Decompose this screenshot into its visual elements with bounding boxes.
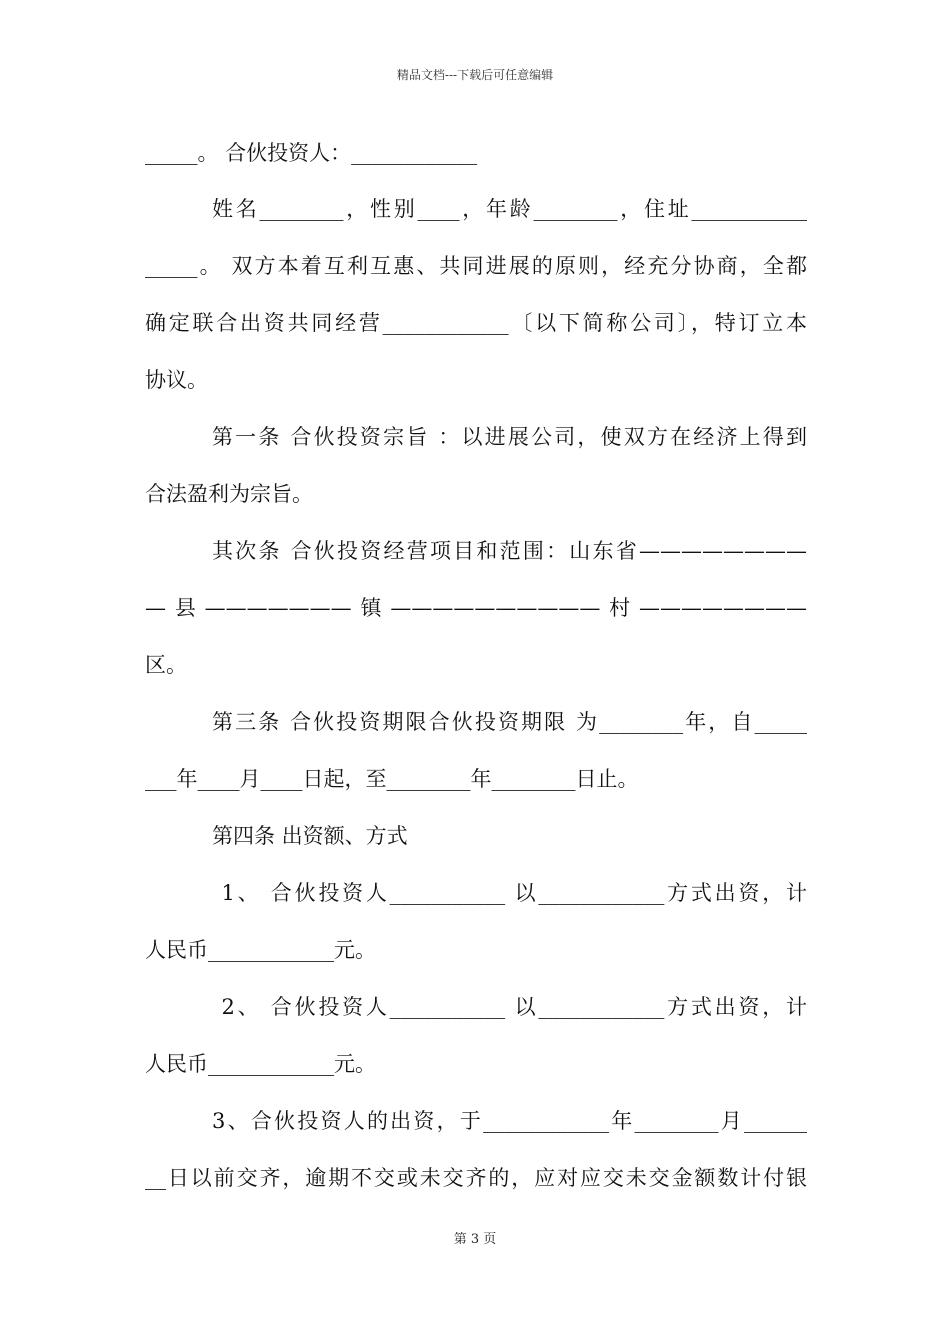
text-line: 人民币____________元。 xyxy=(145,938,376,962)
text-line: 其次条 合伙投资经营项目和范围：山东省———————— xyxy=(212,539,807,563)
text-line: 协议。 xyxy=(145,368,208,392)
text-line: 合法盈利为宗旨。 xyxy=(145,482,313,506)
text-line: _____。 合伙投资人：____________ xyxy=(145,141,478,165)
text-line: 第四条 出资额、方式 xyxy=(212,824,408,848)
text-line: 人民币____________元。 xyxy=(145,1052,376,1076)
page-header: 精品文档---下载后可任意编辑 xyxy=(396,68,554,82)
text-line: 确定联合出资共同经营____________〔以下简称公司〕，特订立本 xyxy=(145,311,807,335)
text-line: 姓名________，性别____，年龄________，住址___________ xyxy=(212,197,807,221)
text-line: __日以前交齐，逾期不交或未交齐的，应对应交未交金额数计付银 xyxy=(145,1166,807,1190)
text-line: 区。 xyxy=(145,653,187,677)
text-line: ___年____月____日起，至________年________日止。 xyxy=(145,767,639,791)
text-line: _____。 双方本着互利互惠、共同进展的原则，经充分协商，全都 xyxy=(145,254,807,278)
text-line: 3、合伙投资人的出资，于____________年________月______ xyxy=(212,1109,807,1133)
text-line: 第一条 合伙投资宗旨 ：以进展公司，使双方在经济上得到 xyxy=(212,425,807,449)
text-line: 1、 合伙投资人___________ 以____________方式出资，计 xyxy=(212,881,807,905)
text-line: —县———————镇——————————村———————— xyxy=(145,596,807,620)
page-number: 第 3 页 xyxy=(453,1232,497,1247)
text-line: 第三条 合伙投资期限合伙投资期限 为________年，自_____ xyxy=(212,710,807,734)
text-line: 2、 合伙投资人___________ 以____________方式出资，计 xyxy=(212,995,807,1019)
